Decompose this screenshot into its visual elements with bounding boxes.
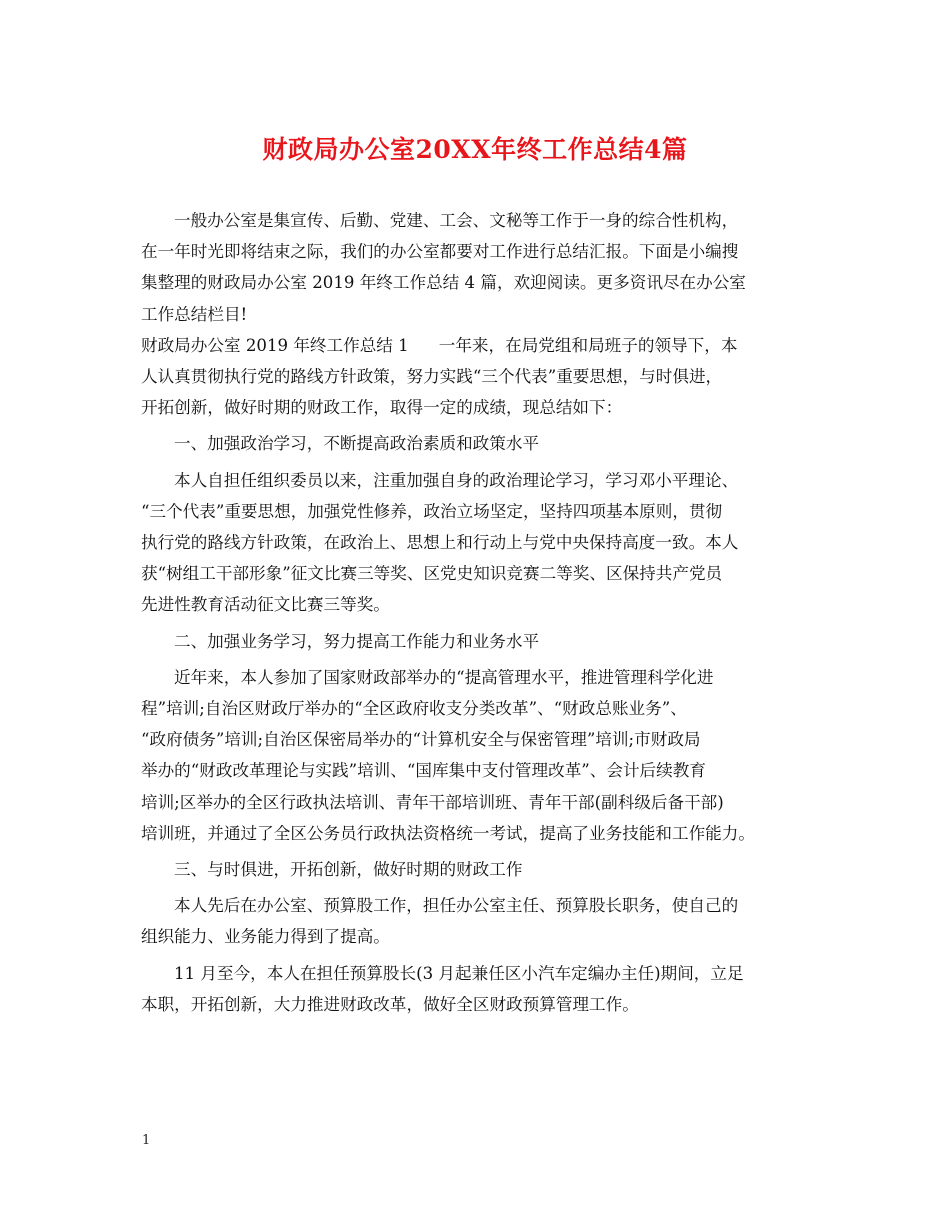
part1-heading: 一、加强政治学习，不断提高政治素质和政策水平 (174, 434, 540, 454)
section1-line: 开拓创新，做好时期的财政工作，取得一定的成绩，现总结如下： (141, 398, 623, 418)
part2-line: 程”培训;自治区财政厅举办的“全区政府收支分类改革”、“财政总账业务”、 (141, 699, 687, 719)
part2-line: 培训班，并通过了全区公务员行政执法资格统一考试，提高了业务技能和工作能力。 (141, 823, 755, 843)
intro-line: 工作总结栏目! (141, 304, 248, 324)
part1-line: 本人自担任组织委员以来，注重加强自身的政治理论学习，学习邓小平理论、 (174, 470, 739, 490)
document-title: 财政局办公室20XX年终工作总结4篇 (262, 135, 688, 164)
intro-line: 集整理的财政局办公室 2019 年终工作总结 4 篇，欢迎阅读。更多资讯尽在办公室 (141, 273, 746, 293)
document-body (141, 205, 831, 1020)
part1-line: 获“树组工干部形象”征文比赛三等奖、区党史知识竞赛二等奖、区保持共产党员 (141, 564, 723, 584)
page-number: 1 (142, 1133, 151, 1148)
part3-paragraph-1 (141, 890, 831, 952)
part1-line: “三个代表”重要思想，加强党性修养，政治立场坚定，坚持四项基本原则，贯彻 (141, 501, 723, 521)
part1-line: 先进性教育活动征文比赛三等奖。 (141, 595, 390, 615)
section1-line: 人认真贯彻执行党的路线方针政策，努力实践“三个代表”重要思想，与时俱进， (141, 367, 723, 387)
section1-line: 一年来，在局党组和局班子的领导下，本 (438, 335, 738, 355)
part2-line: 培训;区举办的全区行政执法培训、青年干部培训班、青年干部(副科级后备干部) (141, 792, 724, 812)
part1-line: 执行党的路线方针政策，在政治上、思想上和行动上与党中央保持高度一致。本人 (141, 533, 739, 553)
part3-line: 组织能力、业务能力得到了提高。 (141, 927, 390, 947)
section1-paragraph (141, 330, 831, 424)
section1-heading: 财政局办公室 2019 年终工作总结 1 (141, 335, 409, 355)
part2-heading: 二、加强业务学习，努力提高工作能力和业务水平 (174, 631, 540, 651)
intro-paragraph-cont (141, 236, 831, 330)
part3-line: 本职，开拓创新，大力推进财政改革，做好全区财政预算管理工作。 (141, 994, 639, 1014)
part2-line: 举办的“财政改革理论与实践”培训、“国库集中支付管理改革”、会计后续教育 (141, 761, 706, 781)
intro-line: 在一年时光即将结束之际，我们的办公室都要对工作进行总结汇报。下面是小编搜 (141, 242, 739, 262)
part2-paragraph (141, 662, 831, 849)
part3-heading: 三、与时俱进，开拓创新，做好时期的财政工作 (174, 860, 523, 880)
intro-line: 一般办公室是集宣传、后勤、党建、工会、文秘等工作于一身的综合性机构， (174, 211, 739, 230)
part2-line: 近年来，本人参加了国家财政部举办的“提高管理水平，推进管理科学化进 (174, 667, 714, 687)
part3-line: 11 月至今，本人在担任预算股长(3 月起兼任区小汽车定编办主任)期间，立足 (174, 963, 744, 983)
part3-paragraph-2 (141, 958, 831, 1020)
intro-paragraph (141, 205, 831, 236)
part2-line: “政府债务”培训;自治区保密局举办的“计算机安全与保密管理”培训;市财政局 (141, 730, 701, 750)
section1-first-line (141, 330, 831, 361)
part1-paragraph (141, 465, 831, 621)
part3-line: 本人先后在办公室、预算股工作，担任办公室主任、预算股长职务，使自己的 (174, 896, 739, 916)
